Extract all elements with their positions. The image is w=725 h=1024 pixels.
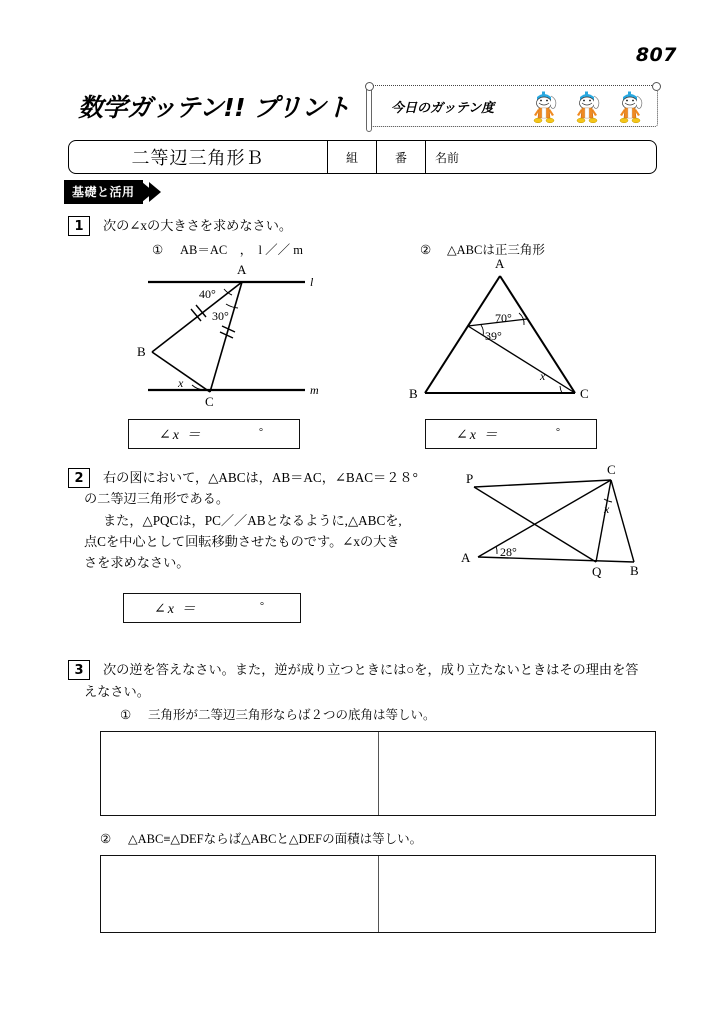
- field-namae[interactable]: 名前: [425, 141, 656, 173]
- fig3-angle-x: x: [604, 502, 610, 516]
- problem-2-line-3: また，△PQCは，PC／／ABとなるように,△ABCを,: [103, 513, 402, 528]
- answer-table-3-1[interactable]: [100, 731, 656, 816]
- degree-symbol: °: [260, 601, 264, 612]
- page-number: 807: [635, 44, 677, 66]
- answer-cell-right[interactable]: [379, 856, 655, 932]
- problem-2-line-1: 右の図において，△ABCは，AB＝AC，∠BAC＝２８°: [103, 470, 418, 485]
- fig1-label-l: l: [310, 275, 314, 289]
- fig2-angle-39: 39°: [485, 329, 502, 343]
- problem-1-item-1-marker: ①: [152, 243, 164, 257]
- problem-3-line-2: えなさい。: [84, 684, 150, 699]
- fig1-label-m: m: [310, 383, 319, 397]
- answer-cell-left[interactable]: [101, 732, 379, 815]
- fig3-label-B: B: [630, 563, 639, 578]
- fig3-label-P: P: [466, 471, 474, 486]
- fig2-label-A: A: [495, 256, 505, 271]
- problem-1-item-1-condition: AB＝AC ， l ／／ m: [180, 243, 303, 257]
- answer-table-3-2[interactable]: [100, 855, 656, 933]
- worksheet-subject: 二等辺三角形Ｂ: [131, 148, 265, 168]
- answer-label: ∠x ＝: [159, 428, 203, 443]
- field-kumi[interactable]: 組: [327, 141, 376, 173]
- problem-1-item-2-condition: △ABCは正三角形: [447, 243, 545, 257]
- problem-2-line-4: 点Cを中心として回転移動させたものです。∠xの大き: [84, 534, 400, 549]
- problem-3-item-2-statement: △ABC≡△DEFならば△ABCと△DEFの面積は等しい。: [128, 832, 423, 846]
- degree-symbol: °: [556, 427, 560, 438]
- problem-2-line-5: さを求めなさい。: [84, 555, 190, 570]
- degree-symbol: °: [259, 427, 263, 438]
- fig2-label-B: B: [409, 386, 418, 401]
- field-ban[interactable]: 番: [376, 141, 425, 173]
- problem-3-item-1-marker: ①: [120, 708, 132, 722]
- answer-cell-right[interactable]: [379, 732, 655, 815]
- fig1-angle-40: 40°: [199, 287, 216, 301]
- problem-3-item-2-marker: ②: [100, 832, 112, 846]
- fig2-angle-x: x: [540, 369, 546, 383]
- problem-number-1: 1: [68, 216, 90, 236]
- problem-1-item-2-marker: ②: [420, 243, 432, 257]
- problem-number-2: 2: [68, 468, 90, 488]
- answer-cell-left[interactable]: [101, 856, 379, 932]
- gatten-degree-label: 今日のガッテン度: [391, 101, 495, 116]
- fig3-angle-28: 28°: [500, 545, 517, 559]
- fig1-label-A: A: [237, 262, 247, 277]
- fig1-angle-30: 30°: [212, 309, 229, 323]
- fig1-angle-x: x: [178, 376, 184, 390]
- answer-label: ∠x ＝: [154, 602, 198, 617]
- answer-label: ∠x ＝: [456, 428, 500, 443]
- problem-3-item-1-statement: 三角形が二等辺三角形ならば２つの底角は等しい。: [148, 708, 436, 722]
- fig1-label-C: C: [205, 394, 214, 409]
- fig3-label-C: C: [607, 462, 616, 477]
- problem-number-3: 3: [68, 660, 90, 680]
- problem-1-prompt: 次の∠xの大きさを求めなさい。: [103, 218, 293, 233]
- fig1-label-B: B: [137, 344, 146, 359]
- fig3-label-Q: Q: [592, 564, 602, 579]
- fig2-label-C: C: [580, 386, 589, 401]
- masthead-title: 数学ガッテン!! プリント: [78, 93, 351, 122]
- section-tag-label: 基礎と活用: [64, 180, 143, 204]
- problem-3-line-1: 次の逆を答えなさい。また，逆が成り立つときには○を，成り立たないときはその理由を答: [103, 662, 639, 677]
- fig3-label-A: A: [461, 550, 471, 565]
- problem-2-line-2: の二等辺三角形である。: [84, 491, 230, 506]
- fig2-angle-70: 70°: [495, 311, 512, 325]
- answer-box-2[interactable]: [123, 593, 301, 623]
